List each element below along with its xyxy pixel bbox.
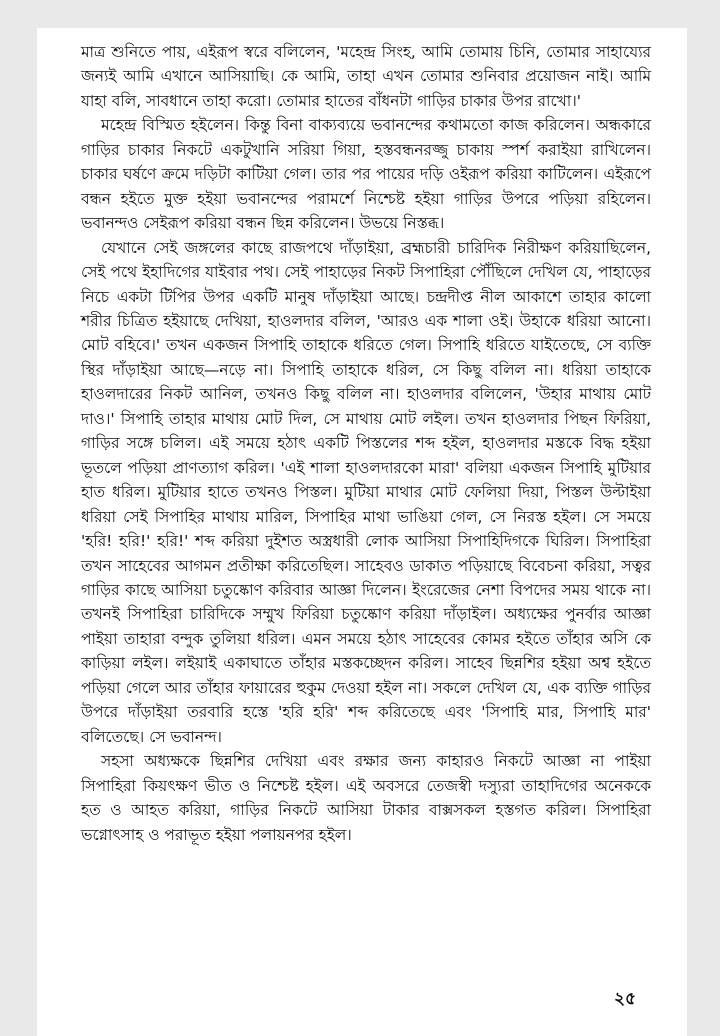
paragraph-4: সহসা অধ্যক্ষকে ছিন্নশির দেখিয়া এবং রক্ষার জন্য কাহারও নিকটে আজ্ঞা না পাইয়া সিপাহিরা কিয়ৎক্ষণ ভীত ও নিশ্চেষ্ট হইল। এই অবসরে তেজস্বী দস্যুরা তাহাদিগের অনেককে হত ও আহত করিয়া, গাড়ির নিকটে আসিয়া টাকার বাক্সসকল হস্তগত করিল। সিপাহিরা ভগ্নোৎসাহ ও পরাভূত হইয়া পলায়নপর হইল। xyxy=(81,752,651,844)
paragraph-3: যেখানে সেই জঙ্গলের কাছে রাজপথে দাঁড়াইয়া, ব্রহ্মচারী চারিদিক নিরীক্ষণ করিয়াছিলেন, সেই পথে ইহাদিগের যাইবার পথ। সেই পাহাড়ের নিকট সিপাহিরা পৌঁছিলে দেখিল যে, পাহাড়ের নিচে একটা টিপির উপর একটি মানুষ দাঁড়াইয়া আছে। চন্দ্রদীপ্ত নীল আকাশে তাহার কালো শরীর চিত্রিত হইয়াছে দেখিয়া, হাওলদার বলিল, 'আরও এক শালা ওই। উহাকে ধরিয়া আনো। মোট বহিবে।' তখন একজন সিপাহি তাহাকে ধরিতে গেল। সিপাহি ধরিতে যাইতেছে, সে ব্যক্তি স্থির দাঁড়াইয়া আছে—নড়ে না। সিপাহি তাহাকে ধরিল, সে কিছু বলিল না। ধরিয়া তাহাকে হাওলদারের নিকট আনিল, তখনও কিছু বলিল না। হাওলদার বলিলেন, 'উহার মাথায় মোট দাও।' সিপাহি তাহার মাথায় মোট দিল, সে মাথায় মোট লইল। তখন হাওলদার পিছন ফিরিয়া, গাড়ির সঙ্গে চলিল। এই সময়ে হঠাৎ একটি পিস্তলের শব্দ হইল, হাওলদার মস্তকে বিদ্ধ হইয়া ভূতলে পড়িয়া প্রাণত্যাগ করিল। 'এই শালা হাওলদারকো মারা' বলিয়া একজন সিপাহি মুটিয়ার হাত ধরিল। মুটিয়ার হাতে তখনও পিস্তল। মুটিয়া মাথার মোট ফেলিয়া দিয়া, পিস্তল উল্টাইয়া ধরিয়া সেই সিপাহির মাথায় মারিল, সিপাহির মাথা ভাঙিয়া গেল, সে নিরস্ত হইল। সে সময়ে 'হরি! হরি!' হরি!' শব্দ করিয়া দুইশত অস্ত্রধারী লোক আসিয়া সিপাহিদিগকে ঘিরিল। সিপাহিরা তখন সাহেবের আগমন প্রতীক্ষা করিতেছিল। সাহেবও ডাকাত পড়িয়াছে বিবেচনা করিয়া, সত্বর গাড়ির কাছে আসিয়া চতুষ্কোণ করিবার আজ্ঞা দিলেন। ইংরেজের নেশা বিপদের সময় থাকে না। তখনই সিপাহিরা চারিদিকে সম্মুখ ফিরিয়া চতুষ্কোণ করিয়া দাঁড়াইল। অধ্যক্ষের পুনর্বার আজ্ঞা পাইয়া তাহারা বন্দুক তুলিয়া ধরিল। এমন সময়ে হঠাৎ সাহেবের কোমর হইতে তাঁহার অসি কে কাড়িয়া লইল। লইয়াই একাঘাতে তাঁহার মস্তকচ্ছেদন করিল। সাহেব ছিন্নশির হইয়া অশ্ব হইতে পড়িয়া গেলে আর তাঁহার ফায়ারের হুকুম দেওয়া হইল না। সকলে দেখিল যে, এক ব্যক্তি গাড়ির উপরে দাঁড়াইয়া তরবারি হস্তে 'হরি হরি' শব্দ করিতেছে এবং 'সিপাহি মার, সিপাহি মার' বলিতেছে। সে ভবানন্দ। xyxy=(81,238,651,746)
page-body xyxy=(81,40,651,847)
page-number: ২৫ xyxy=(614,989,637,1009)
paragraph-1: মাত্র শুনিতে পায়, এইরূপ স্বরে বলিলেন, 'মহেন্দ্র সিংহ, আমি তোমায় চিনি, তোমার সাহায্যের জন্যই আমি এখানে আসিয়াছি। কে আমি, তাহা এখন তোমার শুনিবার প্রয়োজন নাই। আমি যাহা বলি, সাবধানে তাহা করো। তোমার হাতের বাঁধনটা গাড়ির চাকার উপর রাখো।' xyxy=(81,43,651,110)
paragraph-2: মহেন্দ্র বিস্মিত হইলেন। কিন্তু বিনা বাক্যব্যয়ে ভবানন্দের কথামতো কাজ করিলেন। অন্ধকারে গাড়ির চাকার নিকটে একটুখানি সরিয়া গিয়া, হস্তবন্ধনরজ্জু চাকায় স্পর্শ করাইয়া রাখিলেন। চাকার ঘর্ষণে ক্রমে দড়িটা কাটিয়া গেল। তার পর পায়ের দড়ি ওইরূপ করিয়া কাটিলেন। এইরূপে বন্ধন হইতে মুক্ত হইয়া ভবানন্দের পরামর্শে নিশ্চেষ্ট হইয়া গাড়ির উপরে পড়িয়া রহিলেন। ভবানন্দও সেইরূপ করিয়া বন্ধন ছিন্ন করিলেন। উভয়ে নিস্তব্ধ। xyxy=(81,116,651,233)
book-page xyxy=(37,28,687,1036)
